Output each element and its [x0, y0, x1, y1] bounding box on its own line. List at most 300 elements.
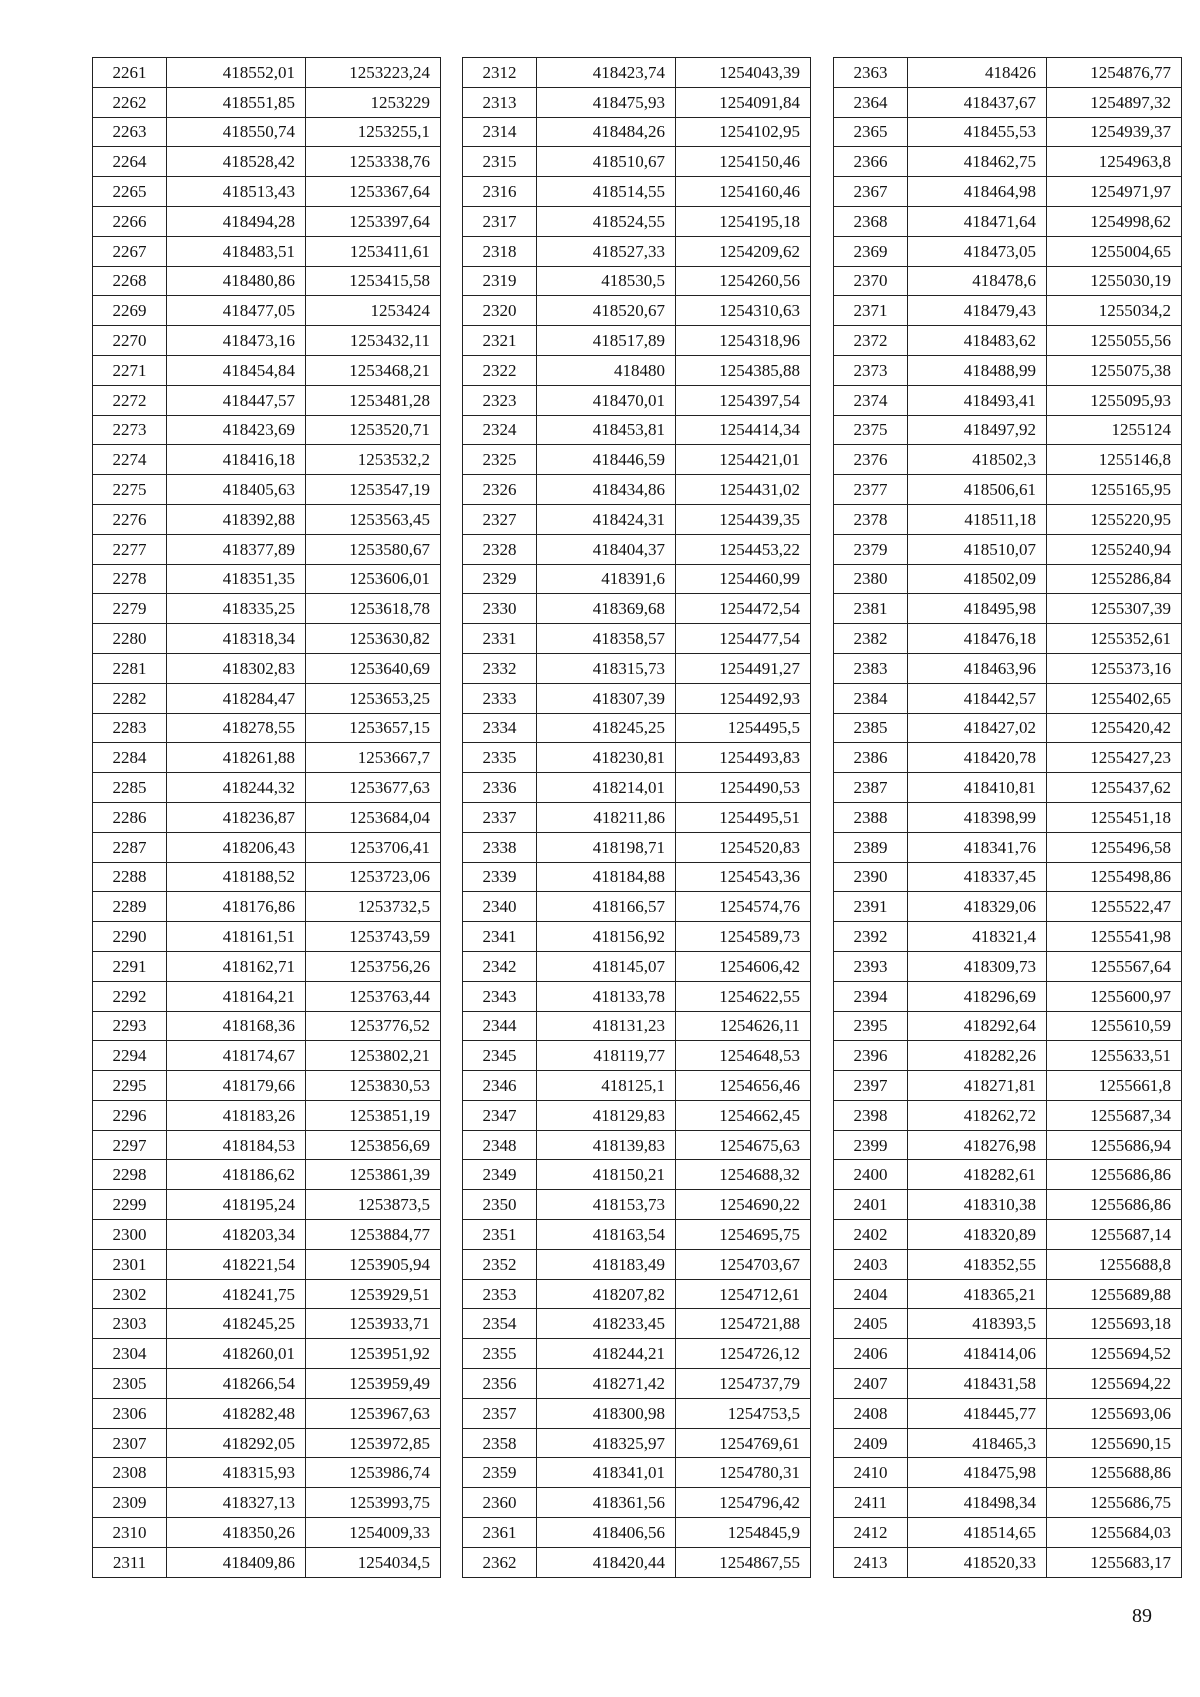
table-row [834, 1190, 1182, 1220]
x-coordinate-cell: 418464,98 [908, 177, 1047, 207]
point-number-cell: 2356 [463, 1369, 537, 1399]
table-row [93, 1071, 441, 1101]
y-coordinate-cell: 1254492,93 [676, 683, 811, 713]
y-coordinate-cell: 1255437,62 [1047, 773, 1182, 803]
table-row [463, 415, 811, 445]
y-coordinate-cell: 1254753,5 [676, 1398, 811, 1428]
x-coordinate-cell: 418282,26 [908, 1041, 1047, 1071]
x-coordinate-cell: 418195,24 [167, 1190, 306, 1220]
table-row [834, 117, 1182, 147]
y-coordinate-cell: 1254780,31 [676, 1458, 811, 1488]
point-number-cell: 2399 [834, 1130, 908, 1160]
point-number-cell: 2388 [834, 802, 908, 832]
y-coordinate-cell: 1255694,52 [1047, 1339, 1182, 1369]
point-number-cell: 2410 [834, 1458, 908, 1488]
point-number-cell: 2382 [834, 624, 908, 654]
x-coordinate-cell: 418454,84 [167, 355, 306, 385]
point-number-cell: 2364 [834, 87, 908, 117]
point-number-cell: 2291 [93, 951, 167, 981]
y-coordinate-cell: 1254091,84 [676, 87, 811, 117]
point-number-cell: 2345 [463, 1041, 537, 1071]
point-number-cell: 2324 [463, 415, 537, 445]
table-row [463, 445, 811, 475]
table-row [93, 951, 441, 981]
x-coordinate-cell: 418414,06 [908, 1339, 1047, 1369]
x-coordinate-cell: 418377,89 [167, 534, 306, 564]
y-coordinate-cell: 1254769,61 [676, 1428, 811, 1458]
table-row [93, 624, 441, 654]
table-row [93, 1190, 441, 1220]
y-coordinate-cell: 1253743,59 [306, 922, 441, 952]
x-coordinate-cell: 418245,25 [537, 713, 676, 743]
table-row [93, 236, 441, 266]
x-coordinate-cell: 418404,37 [537, 534, 676, 564]
point-number-cell: 2346 [463, 1071, 537, 1101]
table-row [834, 1279, 1182, 1309]
x-coordinate-cell: 418528,42 [167, 147, 306, 177]
point-number-cell: 2344 [463, 1011, 537, 1041]
table-row [463, 951, 811, 981]
table-row [463, 1458, 811, 1488]
y-coordinate-cell: 1255095,93 [1047, 385, 1182, 415]
point-number-cell: 2407 [834, 1369, 908, 1399]
point-number-cell: 2331 [463, 624, 537, 654]
y-coordinate-cell: 1255451,18 [1047, 802, 1182, 832]
y-coordinate-cell: 1254477,54 [676, 624, 811, 654]
x-coordinate-cell: 418475,93 [537, 87, 676, 117]
y-coordinate-cell: 1255610,59 [1047, 1011, 1182, 1041]
table-row [463, 1190, 811, 1220]
table-row [93, 1041, 441, 1071]
point-number-cell: 2265 [93, 177, 167, 207]
point-number-cell: 2266 [93, 206, 167, 236]
point-number-cell: 2323 [463, 385, 537, 415]
table-row [93, 892, 441, 922]
table-row [834, 1041, 1182, 1071]
table-row [463, 206, 811, 236]
point-number-cell: 2328 [463, 534, 537, 564]
x-coordinate-cell: 418483,51 [167, 236, 306, 266]
y-coordinate-cell: 1253223,24 [306, 58, 441, 88]
point-number-cell: 2392 [834, 922, 908, 952]
point-number-cell: 2408 [834, 1398, 908, 1428]
x-coordinate-cell: 418470,01 [537, 385, 676, 415]
table-row [93, 1160, 441, 1190]
table-row [463, 832, 811, 862]
x-coordinate-cell: 418203,34 [167, 1220, 306, 1250]
y-coordinate-cell: 1255567,64 [1047, 951, 1182, 981]
table-row [93, 177, 441, 207]
x-coordinate-cell: 418473,16 [167, 326, 306, 356]
x-coordinate-cell: 418133,78 [537, 981, 676, 1011]
x-coordinate-cell: 418475,98 [908, 1458, 1047, 1488]
x-coordinate-cell: 418183,49 [537, 1249, 676, 1279]
x-coordinate-cell: 418207,82 [537, 1279, 676, 1309]
x-coordinate-cell: 418282,61 [908, 1160, 1047, 1190]
y-coordinate-cell: 1253763,44 [306, 981, 441, 1011]
y-coordinate-cell: 1254431,02 [676, 475, 811, 505]
table-row [463, 773, 811, 803]
table-row [463, 683, 811, 713]
point-number-cell: 2372 [834, 326, 908, 356]
table-row [93, 415, 441, 445]
table-row [834, 445, 1182, 475]
table-row [463, 117, 811, 147]
table-row [834, 802, 1182, 832]
point-number-cell: 2385 [834, 713, 908, 743]
point-number-cell: 2289 [93, 892, 167, 922]
y-coordinate-cell: 1254606,42 [676, 951, 811, 981]
table-row [834, 236, 1182, 266]
y-coordinate-cell: 1253563,45 [306, 504, 441, 534]
point-number-cell: 2389 [834, 832, 908, 862]
table-row [834, 1488, 1182, 1518]
point-number-cell: 2380 [834, 564, 908, 594]
y-coordinate-cell: 1253229 [306, 87, 441, 117]
point-number-cell: 2394 [834, 981, 908, 1011]
y-coordinate-cell: 1255683,17 [1047, 1547, 1182, 1577]
table-row [463, 802, 811, 832]
y-coordinate-cell: 1255600,97 [1047, 981, 1182, 1011]
x-coordinate-cell: 418261,88 [167, 743, 306, 773]
y-coordinate-cell: 1255220,95 [1047, 504, 1182, 534]
y-coordinate-cell: 1255146,8 [1047, 445, 1182, 475]
table-row [834, 1100, 1182, 1130]
y-coordinate-cell: 1253756,26 [306, 951, 441, 981]
x-coordinate-cell: 418198,71 [537, 832, 676, 862]
y-coordinate-cell: 1254491,27 [676, 653, 811, 683]
x-coordinate-cell: 418530,5 [537, 266, 676, 296]
table-row [463, 1279, 811, 1309]
point-number-cell: 2276 [93, 504, 167, 534]
table-row [834, 951, 1182, 981]
x-coordinate-cell: 418266,54 [167, 1369, 306, 1399]
point-number-cell: 2304 [93, 1339, 167, 1369]
table-row [463, 1011, 811, 1041]
table-row [834, 624, 1182, 654]
table-row [93, 445, 441, 475]
x-coordinate-cell: 418392,88 [167, 504, 306, 534]
table-row [834, 653, 1182, 683]
y-coordinate-cell: 1255402,65 [1047, 683, 1182, 713]
x-coordinate-cell: 418282,48 [167, 1398, 306, 1428]
x-coordinate-cell: 418511,18 [908, 504, 1047, 534]
x-coordinate-cell: 418302,83 [167, 653, 306, 683]
point-number-cell: 2370 [834, 266, 908, 296]
x-coordinate-cell: 418278,55 [167, 713, 306, 743]
point-number-cell: 2365 [834, 117, 908, 147]
y-coordinate-cell: 1254385,88 [676, 355, 811, 385]
point-number-cell: 2378 [834, 504, 908, 534]
y-coordinate-cell: 1254648,53 [676, 1041, 811, 1071]
x-coordinate-cell: 418244,32 [167, 773, 306, 803]
table-row [463, 58, 811, 88]
x-coordinate-cell: 418480,86 [167, 266, 306, 296]
table-row [834, 1011, 1182, 1041]
table-row [463, 1100, 811, 1130]
y-coordinate-cell: 1253657,15 [306, 713, 441, 743]
y-coordinate-cell: 1254712,61 [676, 1279, 811, 1309]
point-number-cell: 2339 [463, 862, 537, 892]
y-coordinate-cell: 1254414,34 [676, 415, 811, 445]
table-row [93, 1458, 441, 1488]
table-row [834, 1249, 1182, 1279]
x-coordinate-cell: 418292,64 [908, 1011, 1047, 1041]
y-coordinate-cell: 1254397,54 [676, 385, 811, 415]
table-row [834, 773, 1182, 803]
x-coordinate-cell: 418300,98 [537, 1398, 676, 1428]
point-number-cell: 2359 [463, 1458, 537, 1488]
point-number-cell: 2395 [834, 1011, 908, 1041]
table-row [93, 1547, 441, 1577]
x-coordinate-cell: 418416,18 [167, 445, 306, 475]
point-number-cell: 2351 [463, 1220, 537, 1250]
table-row [93, 206, 441, 236]
table-row [93, 743, 441, 773]
x-coordinate-cell: 418506,61 [908, 475, 1047, 505]
x-coordinate-cell: 418214,01 [537, 773, 676, 803]
table-row [463, 564, 811, 594]
table-row [834, 206, 1182, 236]
table-row [463, 1071, 811, 1101]
x-coordinate-cell: 418164,21 [167, 981, 306, 1011]
x-coordinate-cell: 418550,74 [167, 117, 306, 147]
y-coordinate-cell: 1255496,58 [1047, 832, 1182, 862]
point-number-cell: 2275 [93, 475, 167, 505]
point-number-cell: 2342 [463, 951, 537, 981]
x-coordinate-cell: 418420,78 [908, 743, 1047, 773]
x-coordinate-cell: 418484,26 [537, 117, 676, 147]
point-number-cell: 2341 [463, 922, 537, 952]
table-row [93, 922, 441, 952]
table-row [463, 475, 811, 505]
point-number-cell: 2267 [93, 236, 167, 266]
x-coordinate-cell: 418437,67 [908, 87, 1047, 117]
coordinate-table-1 [92, 57, 441, 1578]
x-coordinate-cell: 418409,86 [167, 1547, 306, 1577]
y-coordinate-cell: 1254737,79 [676, 1369, 811, 1399]
y-coordinate-cell: 1254675,63 [676, 1130, 811, 1160]
x-coordinate-cell: 418183,26 [167, 1100, 306, 1130]
table-row [93, 1518, 441, 1548]
x-coordinate-cell: 418179,66 [167, 1071, 306, 1101]
x-coordinate-cell: 418498,34 [908, 1488, 1047, 1518]
y-coordinate-cell: 1253520,71 [306, 415, 441, 445]
x-coordinate-cell: 418125,1 [537, 1071, 676, 1101]
x-coordinate-cell: 418236,87 [167, 802, 306, 832]
table-row [93, 87, 441, 117]
table-row [93, 385, 441, 415]
point-number-cell: 2330 [463, 594, 537, 624]
x-coordinate-cell: 418352,55 [908, 1249, 1047, 1279]
y-coordinate-cell: 1254845,9 [676, 1518, 811, 1548]
y-coordinate-cell: 1254493,83 [676, 743, 811, 773]
x-coordinate-cell: 418315,73 [537, 653, 676, 683]
y-coordinate-cell: 1254721,88 [676, 1309, 811, 1339]
x-coordinate-cell: 418186,62 [167, 1160, 306, 1190]
point-number-cell: 2398 [834, 1100, 908, 1130]
y-coordinate-cell: 1254421,01 [676, 445, 811, 475]
point-number-cell: 2336 [463, 773, 537, 803]
y-coordinate-cell: 1254034,5 [306, 1547, 441, 1577]
y-coordinate-cell: 1255352,61 [1047, 624, 1182, 654]
point-number-cell: 2287 [93, 832, 167, 862]
y-coordinate-cell: 1254690,22 [676, 1190, 811, 1220]
y-coordinate-cell: 1253415,58 [306, 266, 441, 296]
x-coordinate-cell: 418434,86 [537, 475, 676, 505]
point-number-cell: 2355 [463, 1339, 537, 1369]
table-row [463, 1518, 811, 1548]
point-number-cell: 2377 [834, 475, 908, 505]
point-number-cell: 2347 [463, 1100, 537, 1130]
x-coordinate-cell: 418321,4 [908, 922, 1047, 952]
x-coordinate-cell: 418341,01 [537, 1458, 676, 1488]
x-coordinate-cell: 418520,33 [908, 1547, 1047, 1577]
x-coordinate-cell: 418527,33 [537, 236, 676, 266]
y-coordinate-cell: 1255688,8 [1047, 1249, 1182, 1279]
x-coordinate-cell: 418327,13 [167, 1488, 306, 1518]
x-coordinate-cell: 418502,09 [908, 564, 1047, 594]
x-coordinate-cell: 418431,58 [908, 1369, 1047, 1399]
y-coordinate-cell: 1253830,53 [306, 1071, 441, 1101]
table-row [93, 1220, 441, 1250]
point-number-cell: 2326 [463, 475, 537, 505]
point-number-cell: 2308 [93, 1458, 167, 1488]
table-row [463, 713, 811, 743]
x-coordinate-cell: 418145,07 [537, 951, 676, 981]
y-coordinate-cell: 1253630,82 [306, 624, 441, 654]
y-coordinate-cell: 1253397,64 [306, 206, 441, 236]
point-number-cell: 2406 [834, 1339, 908, 1369]
y-coordinate-cell: 1255034,2 [1047, 296, 1182, 326]
y-coordinate-cell: 1254160,46 [676, 177, 811, 207]
x-coordinate-cell: 418163,54 [537, 1220, 676, 1250]
x-coordinate-cell: 418455,53 [908, 117, 1047, 147]
point-number-cell: 2387 [834, 773, 908, 803]
y-coordinate-cell: 1254150,46 [676, 147, 811, 177]
x-coordinate-cell: 418335,25 [167, 594, 306, 624]
point-number-cell: 2271 [93, 355, 167, 385]
x-coordinate-cell: 418320,89 [908, 1220, 1047, 1250]
table-row [93, 773, 441, 803]
x-coordinate-cell: 418483,62 [908, 326, 1047, 356]
x-coordinate-cell: 418406,56 [537, 1518, 676, 1548]
y-coordinate-cell: 1254453,22 [676, 534, 811, 564]
point-number-cell: 2357 [463, 1398, 537, 1428]
x-coordinate-cell: 418462,75 [908, 147, 1047, 177]
x-coordinate-cell: 418233,45 [537, 1309, 676, 1339]
table-row [93, 117, 441, 147]
table-row [463, 1130, 811, 1160]
y-coordinate-cell: 1255661,8 [1047, 1071, 1182, 1101]
table-row [834, 177, 1182, 207]
point-number-cell: 2295 [93, 1071, 167, 1101]
point-number-cell: 2343 [463, 981, 537, 1011]
y-coordinate-cell: 1255124 [1047, 415, 1182, 445]
y-coordinate-cell: 1254589,73 [676, 922, 811, 952]
x-coordinate-cell: 418420,44 [537, 1547, 676, 1577]
table-row [463, 1547, 811, 1577]
x-coordinate-cell: 418188,52 [167, 862, 306, 892]
x-coordinate-cell: 418184,88 [537, 862, 676, 892]
point-number-cell: 2282 [93, 683, 167, 713]
point-number-cell: 2273 [93, 415, 167, 445]
x-coordinate-cell: 418513,43 [167, 177, 306, 207]
y-coordinate-cell: 1253481,28 [306, 385, 441, 415]
table-row [93, 1011, 441, 1041]
x-coordinate-cell: 418465,3 [908, 1428, 1047, 1458]
point-number-cell: 2322 [463, 355, 537, 385]
table-row [93, 653, 441, 683]
table-row [834, 1339, 1182, 1369]
y-coordinate-cell: 1255420,42 [1047, 713, 1182, 743]
y-coordinate-cell: 1254796,42 [676, 1488, 811, 1518]
y-coordinate-cell: 1254495,51 [676, 802, 811, 832]
table-row [463, 236, 811, 266]
point-number-cell: 2350 [463, 1190, 537, 1220]
point-number-cell: 2316 [463, 177, 537, 207]
table-row [93, 832, 441, 862]
point-number-cell: 2327 [463, 504, 537, 534]
y-coordinate-cell: 1254626,11 [676, 1011, 811, 1041]
y-coordinate-cell: 1255004,65 [1047, 236, 1182, 266]
y-coordinate-cell: 1255693,18 [1047, 1309, 1182, 1339]
x-coordinate-cell: 418480 [537, 355, 676, 385]
point-number-cell: 2367 [834, 177, 908, 207]
y-coordinate-cell: 1255030,19 [1047, 266, 1182, 296]
table-row [834, 147, 1182, 177]
table-row [93, 1309, 441, 1339]
table-row [463, 594, 811, 624]
point-number-cell: 2303 [93, 1309, 167, 1339]
x-coordinate-cell: 418551,85 [167, 87, 306, 117]
x-coordinate-cell: 418206,43 [167, 832, 306, 862]
x-coordinate-cell: 418241,75 [167, 1279, 306, 1309]
point-number-cell: 2288 [93, 862, 167, 892]
x-coordinate-cell: 418502,3 [908, 445, 1047, 475]
x-coordinate-cell: 418221,54 [167, 1249, 306, 1279]
x-coordinate-cell: 418552,01 [167, 58, 306, 88]
x-coordinate-cell: 418358,57 [537, 624, 676, 654]
y-coordinate-cell: 1255055,56 [1047, 326, 1182, 356]
y-coordinate-cell: 1253732,5 [306, 892, 441, 922]
table-row [93, 1279, 441, 1309]
point-number-cell: 2369 [834, 236, 908, 266]
table-row [93, 326, 441, 356]
x-coordinate-cell: 418351,35 [167, 564, 306, 594]
x-coordinate-cell: 418150,21 [537, 1160, 676, 1190]
table-row [834, 1518, 1182, 1548]
point-number-cell: 2368 [834, 206, 908, 236]
table-row [93, 683, 441, 713]
table-row [834, 1547, 1182, 1577]
y-coordinate-cell: 1253873,5 [306, 1190, 441, 1220]
y-coordinate-cell: 1255633,51 [1047, 1041, 1182, 1071]
table-row [463, 147, 811, 177]
x-coordinate-cell: 418488,99 [908, 355, 1047, 385]
point-number-cell: 2405 [834, 1309, 908, 1339]
point-number-cell: 2297 [93, 1130, 167, 1160]
x-coordinate-cell: 418309,73 [908, 951, 1047, 981]
y-coordinate-cell: 1255687,34 [1047, 1100, 1182, 1130]
x-coordinate-cell: 418174,67 [167, 1041, 306, 1071]
x-coordinate-cell: 418350,26 [167, 1518, 306, 1548]
x-coordinate-cell: 418477,05 [167, 296, 306, 326]
x-coordinate-cell: 418325,97 [537, 1428, 676, 1458]
y-coordinate-cell: 1253706,41 [306, 832, 441, 862]
y-coordinate-cell: 1253255,1 [306, 117, 441, 147]
y-coordinate-cell: 1254574,76 [676, 892, 811, 922]
